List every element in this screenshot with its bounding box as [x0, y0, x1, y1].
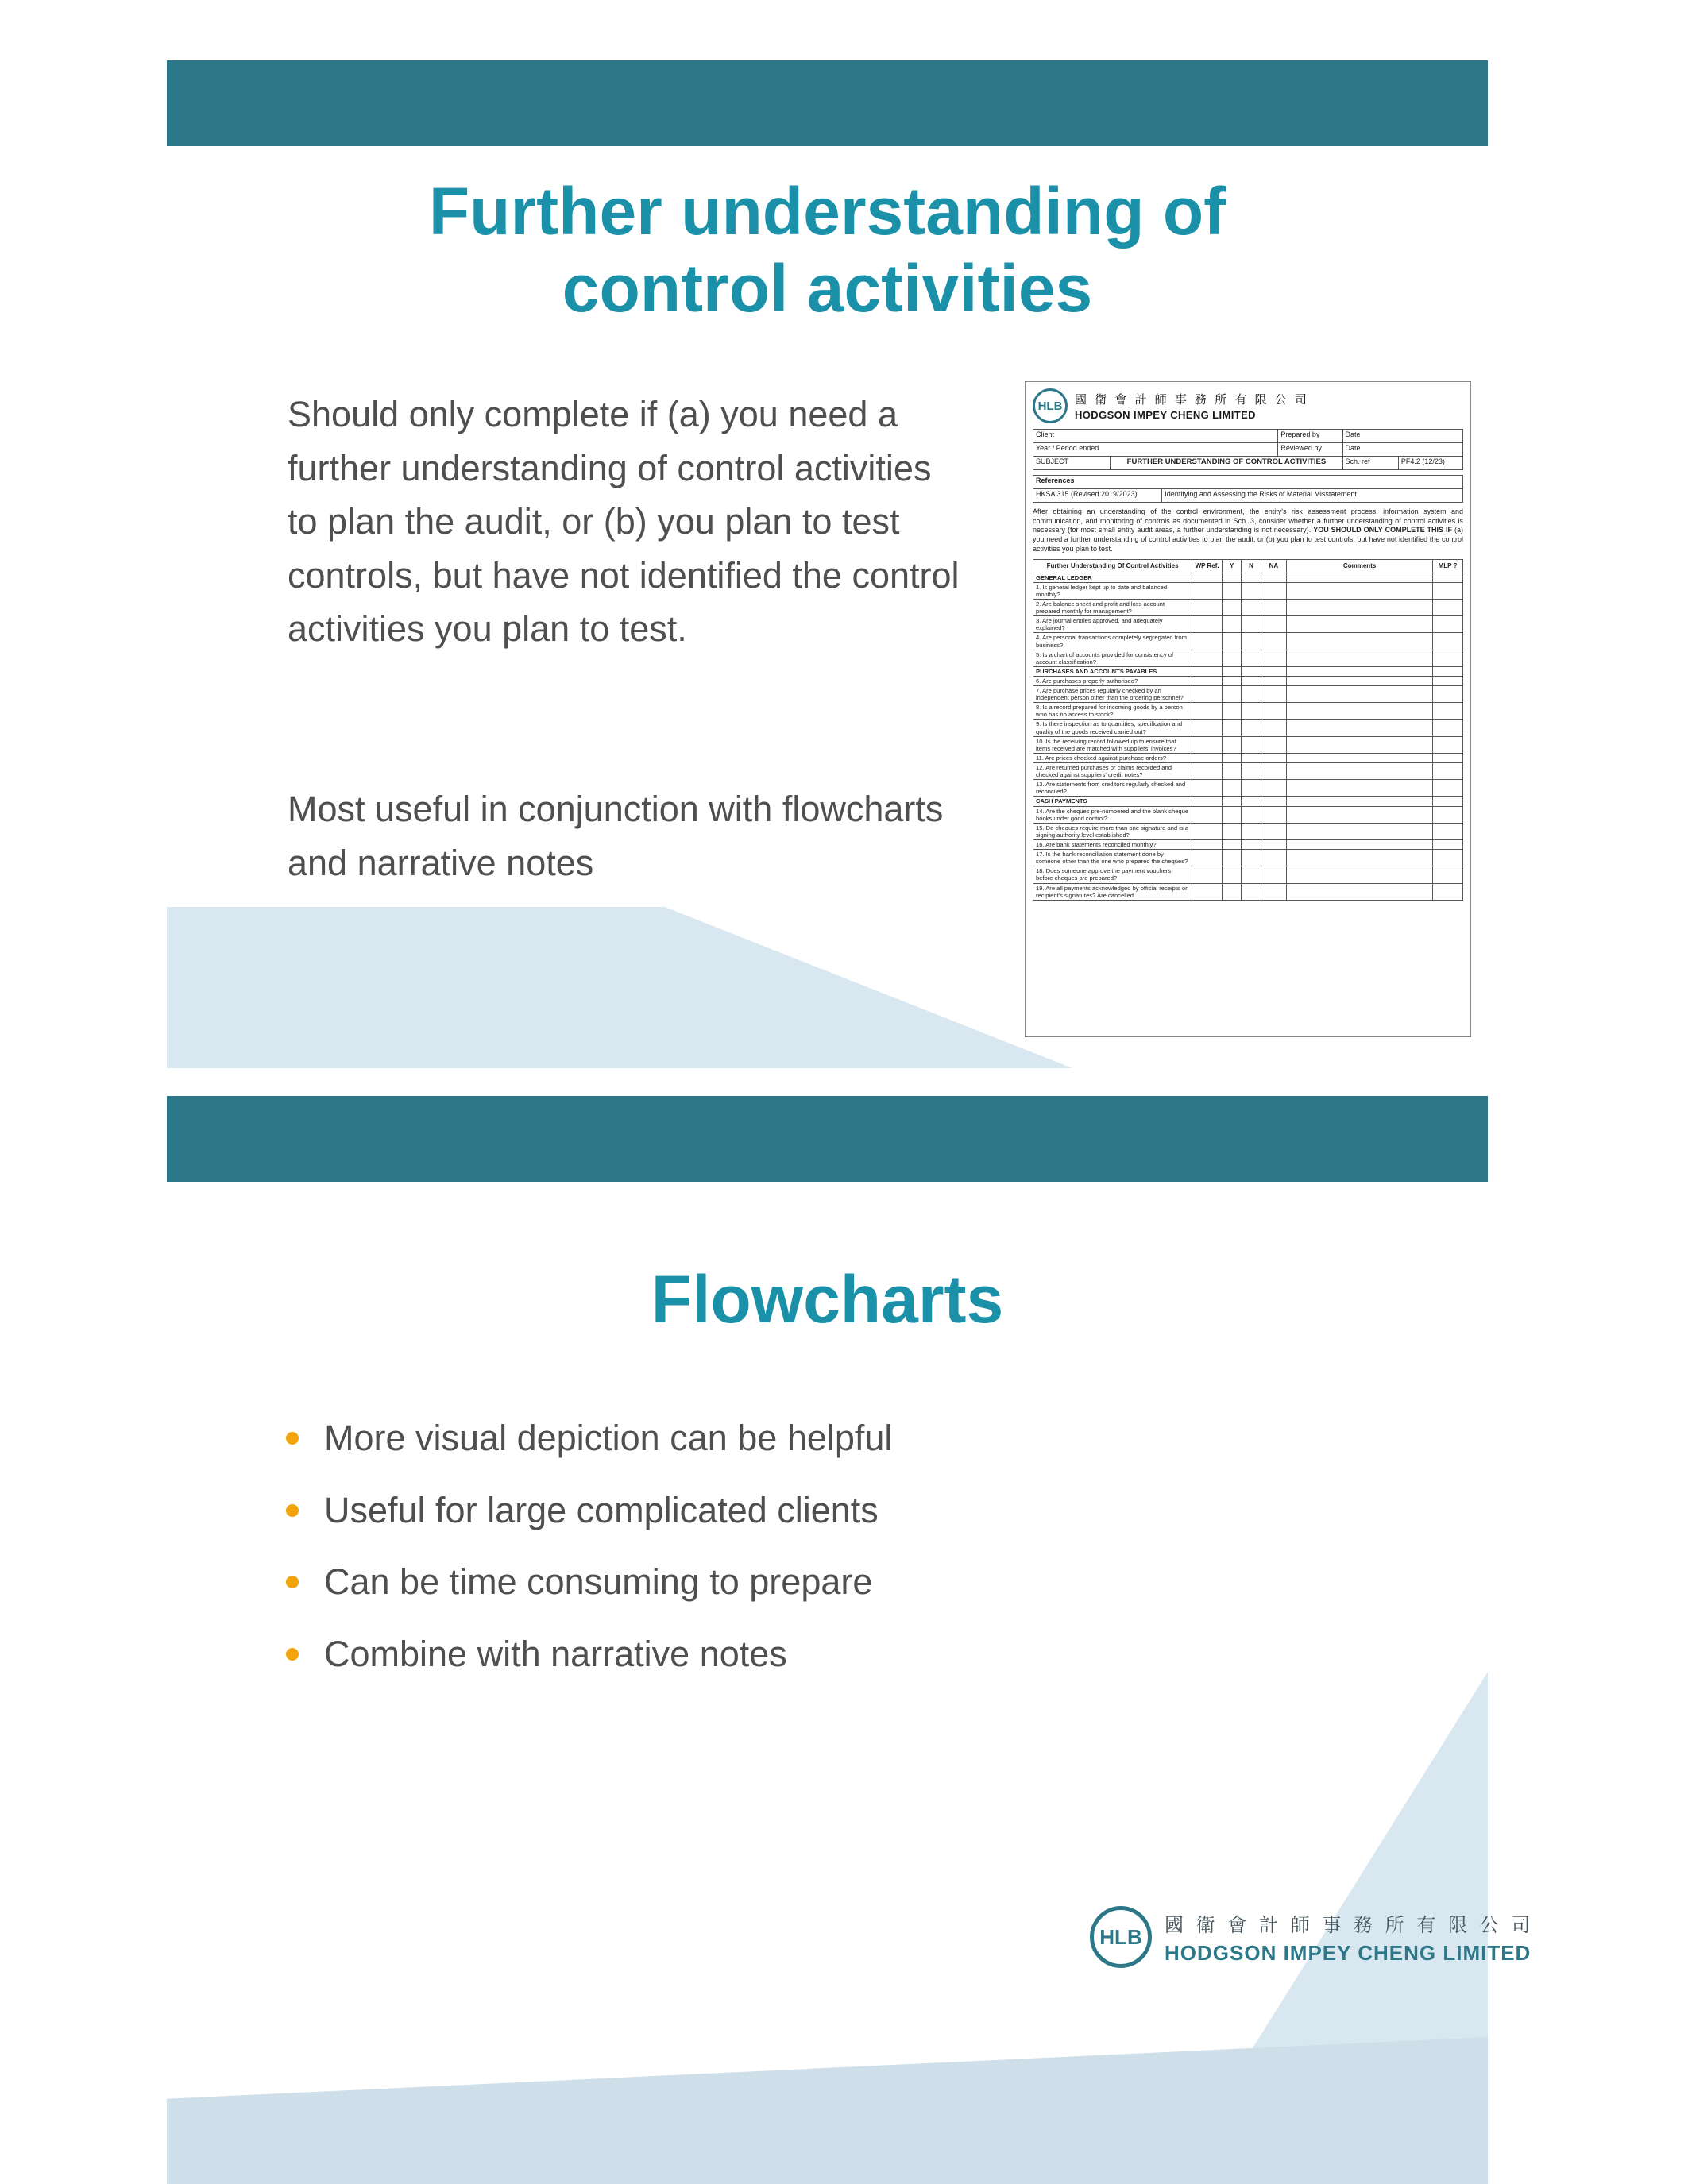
blank-cell: [1223, 736, 1242, 753]
blank-cell: [1261, 703, 1286, 720]
blank-cell: [1242, 736, 1261, 753]
bullet-dot-icon: [286, 1504, 299, 1517]
question-cell: 17. Is the bank reconciliation statement done by someone other than the one who prepared the cheques?: [1033, 850, 1192, 866]
footer-company-name-chinese: 國 衛 會 計 師 事 務 所 有 限 公 司: [1165, 1914, 1534, 1936]
date-field-2: Date: [1342, 443, 1463, 457]
blank-cell: [1261, 686, 1286, 703]
blank-cell: [1433, 866, 1463, 883]
checklist-item-row: [1033, 753, 1463, 762]
bullet-item: [286, 1559, 1382, 1606]
bullet-text: More visual depiction can be helpful: [324, 1418, 893, 1458]
blank-cell: [1261, 866, 1286, 883]
hlb-logo-icon: HLB: [1090, 1906, 1152, 1968]
blank-cell: [1192, 720, 1223, 736]
blank-cell: [1433, 797, 1463, 806]
checklist-item-row: [1033, 616, 1463, 633]
blank-cell: [1223, 676, 1242, 685]
question-cell: 15. Do cheques require more than one signature and is a signing authority level established?: [1033, 823, 1192, 839]
blank-cell: [1287, 823, 1433, 839]
slide2-header-bar: [167, 1096, 1488, 1182]
question-cell: GENERAL LEDGER: [1033, 573, 1192, 582]
blank-cell: [1223, 823, 1242, 839]
checklist-item-row: [1033, 850, 1463, 866]
blank-cell: [1433, 806, 1463, 823]
checklist-item-row: [1033, 840, 1463, 850]
blank-cell: [1287, 633, 1433, 650]
checklist-item-row: [1033, 582, 1463, 599]
blank-cell: [1287, 676, 1433, 685]
question-cell: PURCHASES AND ACCOUNTS PAYABLES: [1033, 666, 1192, 676]
slide1-body-paragraph: Should only complete if (a) you need a further understanding of control activities to plan the audit, or (b) you plan to test controls, but have not identified the control activities you plan to test.: [288, 394, 960, 649]
blank-cell: [1242, 840, 1261, 850]
blank-cell: [1242, 850, 1261, 866]
question-cell: 2. Are balance sheet and profit and loss account prepared monthly for management?: [1033, 599, 1192, 615]
bullet-item: [286, 1631, 1382, 1678]
sch-ref-label: Sch. ref: [1342, 457, 1398, 470]
bullet-item: [286, 1415, 1382, 1462]
company-name-chinese: 國 衛 會 計 師 事 務 所 有 限 公 司: [1075, 393, 1309, 407]
blank-cell: [1261, 650, 1286, 666]
blank-cell: [1242, 763, 1261, 780]
blank-cell: [1261, 763, 1286, 780]
blank-cell: [1192, 736, 1223, 753]
blank-cell: [1223, 753, 1242, 762]
blank-cell: [1287, 666, 1433, 676]
bullet-item: [286, 1488, 1382, 1534]
blank-cell: [1433, 676, 1463, 685]
date-field-1: Date: [1342, 430, 1463, 443]
blank-cell: [1433, 686, 1463, 703]
blank-cell: [1287, 797, 1433, 806]
references-heading: References: [1033, 476, 1463, 489]
col-questions: Further Understanding Of Control Activities: [1033, 560, 1192, 573]
blank-cell: [1287, 763, 1433, 780]
blank-cell: [1261, 850, 1286, 866]
footer-company-name-english: HODGSON IMPEY CHENG LIMITED: [1165, 1940, 1532, 1965]
blank-cell: [1242, 823, 1261, 839]
question-cell: 16. Are bank statements reconciled monthly?: [1033, 840, 1192, 850]
blank-cell: [1433, 599, 1463, 615]
blank-cell: [1287, 720, 1433, 736]
blank-cell: [1287, 599, 1433, 615]
reviewed-by-field: Reviewed by: [1278, 443, 1342, 457]
question-cell: 6. Are purchases properly authorised?: [1033, 676, 1192, 685]
blank-cell: [1192, 633, 1223, 650]
checklist-item-row: [1033, 736, 1463, 753]
bullet-dot-icon: [286, 1576, 299, 1588]
blank-cell: [1192, 763, 1223, 780]
blank-cell: [1223, 850, 1242, 866]
prepared-by-field: Prepared by: [1278, 430, 1342, 443]
hlb-logo-icon: HLB: [1033, 388, 1068, 423]
checklist-header-row: [1033, 560, 1463, 573]
question-cell: 13. Are statements from creditors regularly checked and reconciled?: [1033, 780, 1192, 797]
blank-cell: [1242, 582, 1261, 599]
form-intro-paragraph: [1033, 507, 1463, 554]
bullet-list: [286, 1415, 1382, 1703]
blank-cell: [1287, 650, 1433, 666]
blank-cell: [1242, 753, 1261, 762]
checklist-item-row: [1033, 823, 1463, 839]
bullet-dot-icon: [286, 1432, 299, 1445]
form-company-block: [1075, 391, 1309, 421]
checklist-item-row: [1033, 599, 1463, 615]
slide1-accent-shape: [167, 907, 1072, 1068]
blank-cell: [1433, 753, 1463, 762]
blank-cell: [1433, 573, 1463, 582]
question-cell: 18. Does someone approve the payment vouchers before cheques are prepared?: [1033, 866, 1192, 883]
blank-cell: [1242, 686, 1261, 703]
year-field: Year / Period ended: [1033, 443, 1278, 457]
slide2-accent-band: [167, 2037, 1488, 2184]
blank-cell: [1242, 599, 1261, 615]
blank-cell: [1223, 633, 1242, 650]
blank-cell: [1242, 703, 1261, 720]
blank-cell: [1192, 703, 1223, 720]
blank-cell: [1223, 666, 1242, 676]
blank-cell: [1223, 599, 1242, 615]
blank-cell: [1223, 866, 1242, 883]
slide1-title: [167, 173, 1488, 328]
col-yes: Y: [1223, 560, 1242, 573]
blank-cell: [1223, 840, 1242, 850]
blank-cell: [1287, 736, 1433, 753]
blank-cell: [1261, 573, 1286, 582]
question-cell: CASH PAYMENTS: [1033, 797, 1192, 806]
blank-cell: [1287, 703, 1433, 720]
blank-cell: [1223, 573, 1242, 582]
blank-cell: [1433, 883, 1463, 900]
bullet-text: Useful for large complicated clients: [324, 1489, 879, 1530]
question-cell: 19. Are all payments acknowledged by official receipts or recipient's signatures? Are cancelled: [1033, 883, 1192, 900]
blank-cell: [1242, 616, 1261, 633]
blank-cell: [1433, 666, 1463, 676]
checklist-item-row: [1033, 866, 1463, 883]
blank-cell: [1192, 806, 1223, 823]
blank-cell: [1223, 703, 1242, 720]
client-field: Client: [1033, 430, 1278, 443]
blank-cell: [1223, 720, 1242, 736]
checklist-table: [1033, 559, 1463, 900]
blank-cell: [1287, 573, 1433, 582]
blank-cell: [1433, 703, 1463, 720]
col-no: N: [1242, 560, 1261, 573]
blank-cell: [1261, 806, 1286, 823]
blank-cell: [1192, 883, 1223, 900]
blank-cell: [1192, 797, 1223, 806]
question-cell: 11. Are prices checked against purchase orders?: [1033, 753, 1192, 762]
blank-cell: [1433, 780, 1463, 797]
blank-cell: [1223, 763, 1242, 780]
blank-cell: [1261, 797, 1286, 806]
question-cell: 1. Is general ledger kept up to date and balanced monthly?: [1033, 582, 1192, 599]
checklist-item-row: [1033, 806, 1463, 823]
blank-cell: [1242, 573, 1261, 582]
bullet-text: Can be time consuming to prepare: [324, 1561, 873, 1602]
blank-cell: [1433, 650, 1463, 666]
blank-cell: [1287, 616, 1433, 633]
intro-part1: After obtaining an understanding of the control environment, the entity's risk assessment process, information system and communication, and monitoring of controls as documented in Sch. 3, consider whether a further understanding of control activities is necessary (for most small entity audit areas, a further understanding is not necessary).: [1033, 507, 1463, 534]
blank-cell: [1261, 883, 1286, 900]
blank-cell: [1287, 866, 1433, 883]
blank-cell: [1433, 763, 1463, 780]
blank-cell: [1242, 676, 1261, 685]
blank-cell: [1261, 753, 1286, 762]
form-field-row: [1033, 443, 1463, 457]
blank-cell: [1223, 686, 1242, 703]
slide1-title-line2: control activities: [562, 251, 1093, 326]
blank-cell: [1192, 840, 1223, 850]
blank-cell: [1261, 823, 1286, 839]
question-cell: 4. Are personal transactions completely segregated from business?: [1033, 633, 1192, 650]
blank-cell: [1287, 753, 1433, 762]
blank-cell: [1433, 823, 1463, 839]
checklist-item-row: [1033, 650, 1463, 666]
blank-cell: [1433, 582, 1463, 599]
blank-cell: [1433, 840, 1463, 850]
col-mlp: MLP ?: [1433, 560, 1463, 573]
blank-cell: [1242, 666, 1261, 676]
blank-cell: [1433, 720, 1463, 736]
blank-cell: [1287, 883, 1433, 900]
blank-cell: [1242, 780, 1261, 797]
blank-cell: [1261, 582, 1286, 599]
col-na: NA: [1261, 560, 1286, 573]
blank-cell: [1223, 780, 1242, 797]
col-comments: Comments: [1287, 560, 1433, 573]
checklist-item-row: [1033, 720, 1463, 736]
blank-cell: [1192, 850, 1223, 866]
blank-cell: [1433, 736, 1463, 753]
references-header-row: [1033, 476, 1463, 489]
blank-cell: [1287, 840, 1433, 850]
blank-cell: [1287, 780, 1433, 797]
references-table: [1033, 475, 1463, 503]
blank-cell: [1287, 686, 1433, 703]
bullet-text: Combine with narrative notes: [324, 1633, 787, 1674]
checklist-item-row: [1033, 883, 1463, 900]
blank-cell: [1242, 650, 1261, 666]
blank-cell: [1192, 650, 1223, 666]
checklist-item-row: [1033, 703, 1463, 720]
blank-cell: [1192, 686, 1223, 703]
question-cell: 3. Are journal entries approved, and adequately explained?: [1033, 616, 1192, 633]
checklist-item-row: [1033, 633, 1463, 650]
blank-cell: [1242, 633, 1261, 650]
subject-label: SUBJECT: [1033, 457, 1111, 470]
blank-cell: [1223, 650, 1242, 666]
sch-ref-value: PF4.2 (12/23): [1398, 457, 1462, 470]
blank-cell: [1223, 582, 1242, 599]
question-cell: 10. Is the receiving record followed up to ensure that items received are matched with suppliers' invoices?: [1033, 736, 1192, 753]
blank-cell: [1223, 616, 1242, 633]
blank-cell: [1261, 633, 1286, 650]
blank-cell: [1192, 599, 1223, 615]
slide2-title: Flowcharts: [651, 1262, 1004, 1337]
col-wp-ref: WP Ref.: [1192, 560, 1223, 573]
checklist-body: [1033, 573, 1463, 900]
form-header: [1033, 388, 1463, 423]
blank-cell: [1223, 797, 1242, 806]
blank-cell: [1242, 720, 1261, 736]
question-cell: 9. Is there inspection as to quantities, specification and quality of the goods received carried out?: [1033, 720, 1192, 736]
intro-bold: YOU SHOULD ONLY COMPLETE THIS IF: [1313, 526, 1453, 534]
blank-cell: [1242, 806, 1261, 823]
checklist-item-row: [1033, 676, 1463, 685]
blank-cell: [1261, 780, 1286, 797]
slide1-header-bar: [167, 60, 1488, 146]
blank-cell: [1192, 780, 1223, 797]
bullet-dot-icon: [286, 1648, 299, 1661]
blank-cell: [1242, 797, 1261, 806]
reference-standard: HKSA 315 (Revised 2019/2023): [1033, 489, 1162, 503]
company-name-english: HODGSON IMPEY CHENG LIMITED: [1075, 409, 1256, 421]
footer-brand: [1090, 1906, 1534, 1968]
slide1-secondary-paragraph: Most useful in conjunction with flowcharts and narrative notes: [288, 789, 944, 883]
blank-cell: [1433, 850, 1463, 866]
blank-cell: [1261, 840, 1286, 850]
blank-cell: [1192, 666, 1223, 676]
blank-cell: [1242, 883, 1261, 900]
question-cell: 12. Are returned purchases or claims recorded and checked against suppliers' credit notes?: [1033, 763, 1192, 780]
checklist-section-row: [1033, 573, 1463, 582]
form-field-row: [1033, 457, 1463, 470]
blank-cell: [1192, 676, 1223, 685]
blank-cell: [1287, 850, 1433, 866]
blank-cell: [1261, 736, 1286, 753]
blank-cell: [1287, 582, 1433, 599]
reference-standard-title: Identifying and Assessing the Risks of Material Misstatement: [1162, 489, 1463, 503]
checklist-section-row: [1033, 666, 1463, 676]
blank-cell: [1192, 753, 1223, 762]
blank-cell: [1287, 806, 1433, 823]
checklist-item-row: [1033, 780, 1463, 797]
blank-cell: [1192, 573, 1223, 582]
checklist-item-row: [1033, 686, 1463, 703]
slide1-title-line1: Further understanding of: [428, 174, 1226, 249]
blank-cell: [1261, 666, 1286, 676]
blank-cell: [1261, 720, 1286, 736]
blank-cell: [1242, 866, 1261, 883]
blank-cell: [1261, 676, 1286, 685]
intro-part3: (a) you need a further understanding of control activities to plan the audit, or (b) you plan to test controls, but have not identified the control activities you plan to test.: [1033, 526, 1463, 553]
footer-brand-text: [1165, 1909, 1534, 1966]
form-fields-table: [1033, 429, 1463, 470]
blank-cell: [1223, 883, 1242, 900]
question-cell: 5. Is a chart of accounts provided for consistency of account classification?: [1033, 650, 1192, 666]
references-row: [1033, 489, 1463, 503]
blank-cell: [1192, 582, 1223, 599]
blank-cell: [1433, 616, 1463, 633]
checklist-item-row: [1033, 763, 1463, 780]
blank-cell: [1223, 806, 1242, 823]
blank-cell: [1192, 616, 1223, 633]
subject-value: FURTHER UNDERSTANDING OF CONTROL ACTIVITIES: [1111, 457, 1342, 470]
question-cell: 7. Are purchase prices regularly checked by an independent person other than the ordering personnel?: [1033, 686, 1192, 703]
blank-cell: [1192, 823, 1223, 839]
form-field-row: [1033, 430, 1463, 443]
question-cell: 8. Is a record prepared for incoming goods by a person who has no access to stock?: [1033, 703, 1192, 720]
blank-cell: [1261, 616, 1286, 633]
question-cell: 14. Are the cheques pre-numbered and the blank cheque books under good control?: [1033, 806, 1192, 823]
control-activities-form: [1025, 381, 1471, 1037]
checklist-section-row: [1033, 797, 1463, 806]
blank-cell: [1261, 599, 1286, 615]
blank-cell: [1192, 866, 1223, 883]
blank-cell: [1433, 633, 1463, 650]
